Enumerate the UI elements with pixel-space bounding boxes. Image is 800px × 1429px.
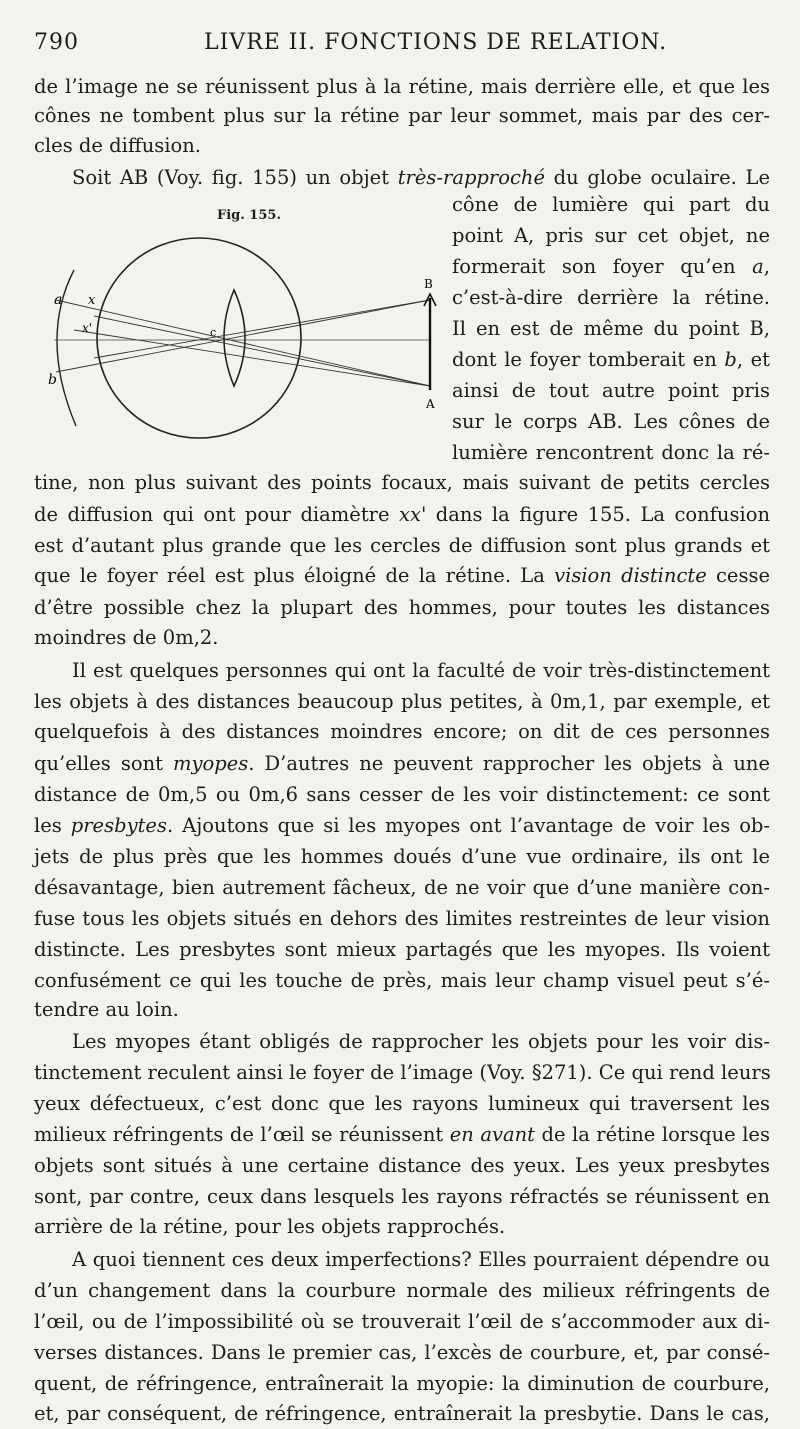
text-line: les presbytes. Ajoutons que si les myopes ont l’avantage de voir les ob-: [34, 814, 770, 837]
ray-line: [56, 300, 430, 386]
text-line: ainsi de tout autre point pris: [452, 379, 770, 402]
text-line: de diffusion qui ont pour diamètre xx' dans la figure 155. La confusion: [34, 503, 771, 526]
text-line: et, par conséquent, de réfringence, entraînerait la presbytie. Dans le cas,: [34, 1402, 770, 1425]
text-line: formerait son foyer qu’en a,: [452, 255, 770, 278]
eye-diagram: [34, 208, 444, 448]
running-header: [34, 30, 770, 60]
text-line: Les myopes étant obligés de rapprocher les objets pour les voir dis-: [72, 1030, 770, 1053]
text-line: A quoi tiennent ces deux imperfections? Elles pourraient dépendre ou: [72, 1248, 770, 1271]
ray-line: [94, 316, 430, 386]
figure-caption: Fig. 155.: [217, 208, 281, 223]
text-line: cônes ne tombent plus sur la rétine par leur sommet, mais par des cer-: [34, 104, 770, 127]
text-line: cles de diffusion.: [34, 134, 201, 157]
text-line: est d’autant plus grande que les cercles de diffusion sont plus grands et: [34, 534, 770, 557]
text-line: quent, de réfringence, entraînerait la myopie: la diminution de courbure,: [34, 1372, 770, 1395]
text-line: d’être possible chez la plupart des hommes, pour toutes les distances: [34, 596, 770, 619]
text-line: fuse tous les objets situés en dehors des limites restreintes de leur vision: [34, 907, 770, 930]
text-line: c’est-à-dire derrière la rétine.: [452, 286, 770, 309]
label-B: B: [424, 277, 433, 291]
label-x: x: [88, 293, 96, 308]
text-line: tendre au loin.: [34, 998, 179, 1021]
text-line: arrière de la rétine, pour les objets rapprochés.: [34, 1215, 506, 1238]
text-line: verses distances. Dans le premier cas, l’excès de courbure, et, par consé-: [34, 1341, 770, 1364]
text-line: désavantage, bien autrement fâcheux, de ne voir que d’une manière con-: [34, 876, 770, 899]
text-line: d’un changement dans la courbure normale des milieux réfringents de: [34, 1279, 770, 1302]
text-line: yeux défectueux, c’est donc que les rayons lumineux qui traversent les: [34, 1092, 770, 1115]
text-line: sont, par contre, ceux dans lesquels les rayons réfractés se réunissent en: [34, 1185, 770, 1208]
text-line: tinctement reculent ainsi le foyer de l’image (Voy. §271). Ce qui rend leurs: [34, 1061, 771, 1084]
text-line: distance de 0m,5 ou 0m,6 sans cesser de les voir distinctement: ce sont: [34, 783, 770, 806]
text-line: cône de lumière qui part du: [452, 193, 770, 216]
text-line: dont le foyer tomberait en b, et: [452, 348, 770, 371]
text-line: Soit AB (Voy. fig. 155) un objet très-rapproché du globe oculaire. Le: [72, 166, 771, 189]
text-line: sur le corps AB. Les cônes de: [452, 410, 770, 433]
page-number: 790: [34, 30, 79, 55]
text-line: que le foyer réel est plus éloigné de la rétine. La vision distincte cesse: [34, 564, 770, 587]
text-line: distincte. Les presbytes sont mieux partagés que les myopes. Ils voient: [34, 938, 770, 961]
text-line: les objets à des distances beaucoup plus petites, à 0m,1, par exemple, et: [34, 690, 770, 713]
text-line: point A, pris sur cet objet, ne: [452, 224, 770, 247]
text-line: Il est quelques personnes qui ont la faculté de voir très-distinctement: [72, 659, 770, 682]
label-x-prime: x': [82, 321, 93, 335]
text-line: de l’image ne se réunissent plus à la rétine, mais derrière elle, et que les: [34, 75, 770, 98]
text-line: jets de plus près que les hommes doués d’une vue ordinaire, ils ont le: [34, 845, 770, 868]
text-line: milieux réfringents de l’œil se réunissent en avant de la rétine lorsque les: [34, 1123, 770, 1146]
figure-155: [34, 208, 444, 448]
text-line: objets sont situés à une certaine distance des yeux. Les yeux presbytes: [34, 1154, 770, 1177]
text-line: quelquefois à des distances moindres encore; on dit de ces personnes: [34, 720, 770, 743]
label-a: a: [54, 292, 63, 308]
text-line: moindres de 0m,2.: [34, 626, 219, 649]
label-c: c: [210, 326, 217, 339]
text-line: Il en est de même du point B,: [452, 317, 770, 340]
label-A: A: [426, 397, 435, 411]
label-b: b: [48, 372, 57, 388]
running-title: LIVRE II. FONCTIONS DE RELATION.: [204, 30, 668, 55]
text-line: l’œil, ou de l’impossibilité où se trouverait l’œil de s’accommoder aux di-: [34, 1310, 770, 1333]
text-line: confusément ce qui les touche de près, mais leur champ visuel peut s’é-: [34, 969, 770, 992]
ray-line: [94, 300, 430, 358]
text-line: qu’elles sont myopes. D’autres ne peuvent rapprocher les objets à une: [34, 752, 770, 775]
text-line: lumière rencontrent donc la ré-: [452, 441, 770, 464]
text-line: tine, non plus suivant des points focaux, mais suivant de petits cercles: [34, 471, 770, 494]
